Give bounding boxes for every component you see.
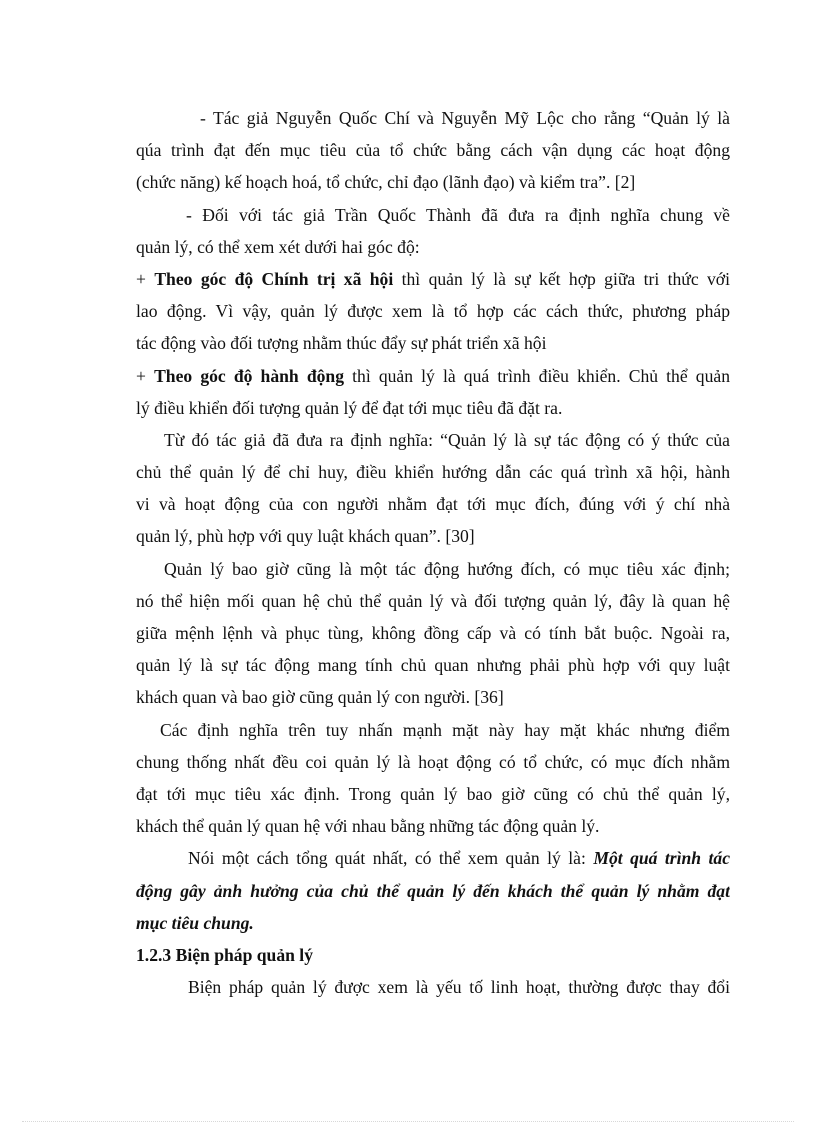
bullet-prefix: +	[136, 268, 155, 289]
emphasis-line: mục tiêu chung.	[136, 912, 254, 933]
paragraph-line: khách thể quản lý quan hệ với nhau bằng những tác động quản lý.	[136, 816, 600, 837]
conclusion-emphasis: Một quá trình tác	[593, 848, 730, 869]
section-heading: 1.2.3 Biện pháp quản lý	[136, 944, 313, 965]
paragraph-line: - Đối với tác giả Trần Quốc Thành đã đưa ra định nghĩa chung về	[186, 204, 730, 225]
paragraph-line: (chức năng) kế hoạch hoá, tổ chức, chỉ đạo (lãnh đạo) và kiểm tra”. [2]	[136, 172, 636, 193]
bullet-prefix: +	[136, 365, 155, 386]
paragraph-line: nó thể hiện mối quan hệ chủ thể quản lý và đối tượng quản lý, đây là quan hệ	[136, 590, 730, 611]
paragraph-line: tác động vào đối tượng nhằm thúc đẩy sự phát triển xã hội	[136, 333, 547, 354]
paragraph-line: chung thống nhất đều coi quản lý là hoạt động có tổ chức, có mục đích nhằm	[136, 751, 730, 772]
document-page	[136, 102, 730, 1003]
bullet-line	[136, 360, 730, 392]
paragraph-line: quản lý, có thể xem xét dưới hai góc độ:	[136, 236, 420, 257]
paragraph-line: lý điều khiển đối tượng quản lý để đạt tới mục tiêu đã đặt ra.	[136, 397, 563, 418]
bullet-text: thì quản lý là quá trình điều khiển. Chủ thể quản	[344, 365, 730, 386]
paragraph-line: Từ đó tác giả đã đưa ra định nghĩa: “Quản lý là sự tác động có ý thức của	[164, 429, 730, 450]
page-bottom-divider	[22, 1121, 794, 1122]
paragraph-line: khách quan và bao giờ cũng quản lý con người. [36]	[136, 687, 504, 708]
paragraph-line: quản lý là sự tác động mang tính chủ quan nhưng phải phù hợp với quy luật	[136, 655, 730, 676]
paragraph-line	[136, 842, 730, 874]
paragraph-line: đạt tới mục tiêu xác định. Trong quản lý bao giờ cũng có chủ thể quản lý,	[136, 783, 730, 804]
paragraph-line: chủ thể quản lý để chỉ huy, điều khiển hướng dẫn các quá trình xã hội, hành	[136, 462, 730, 483]
paragraph-line: Quản lý bao giờ cũng là một tác động hướng đích, có mục tiêu xác định;	[164, 558, 730, 579]
paragraph-line: Các định nghĩa trên tuy nhấn mạnh mặt này hay mặt khác nhưng điểm	[160, 719, 730, 740]
bold-term: Theo góc độ hành động	[154, 365, 344, 386]
emphasis-line: động gây ảnh hưởng của chủ thể quản lý đến khách thể quản lý nhằm đạt	[136, 880, 730, 901]
paragraph-line: - Tác giả Nguyễn Quốc Chí và Nguyễn Mỹ Lộc cho rằng “Quản lý là	[200, 108, 730, 128]
paragraph-line: quản lý, phù hợp với quy luật khách quan”. [30]	[136, 526, 475, 547]
bullet-line	[136, 263, 730, 295]
conclusion-lead: Nói một cách tổng quát nhất, có thể xem quản lý là:	[188, 848, 594, 869]
paragraph-line: Biện pháp quản lý được xem là yếu tố linh hoạt, thường được thay đổi	[188, 977, 730, 998]
bold-term: Theo góc độ Chính trị xã hội	[154, 268, 394, 289]
paragraph-line: giữa mệnh lệnh và phục tùng, không đồng cấp và có tính bắt buộc. Ngoài ra,	[136, 623, 730, 643]
paragraph-line: vi và hoạt động của con người nhằm đạt tới mục đích, đúng với ý chí nhà	[136, 494, 730, 515]
bullet-text: thì quản lý là sự kết hợp giữa tri thức với	[393, 268, 730, 289]
paragraph-line: lao động. Vì vậy, quản lý được xem là tổ hợp các cách thức, phương pháp	[136, 301, 730, 322]
paragraph-line: qúa trình đạt đến mục tiêu của tổ chức bằng cách vận dụng các hoạt động	[136, 140, 730, 161]
